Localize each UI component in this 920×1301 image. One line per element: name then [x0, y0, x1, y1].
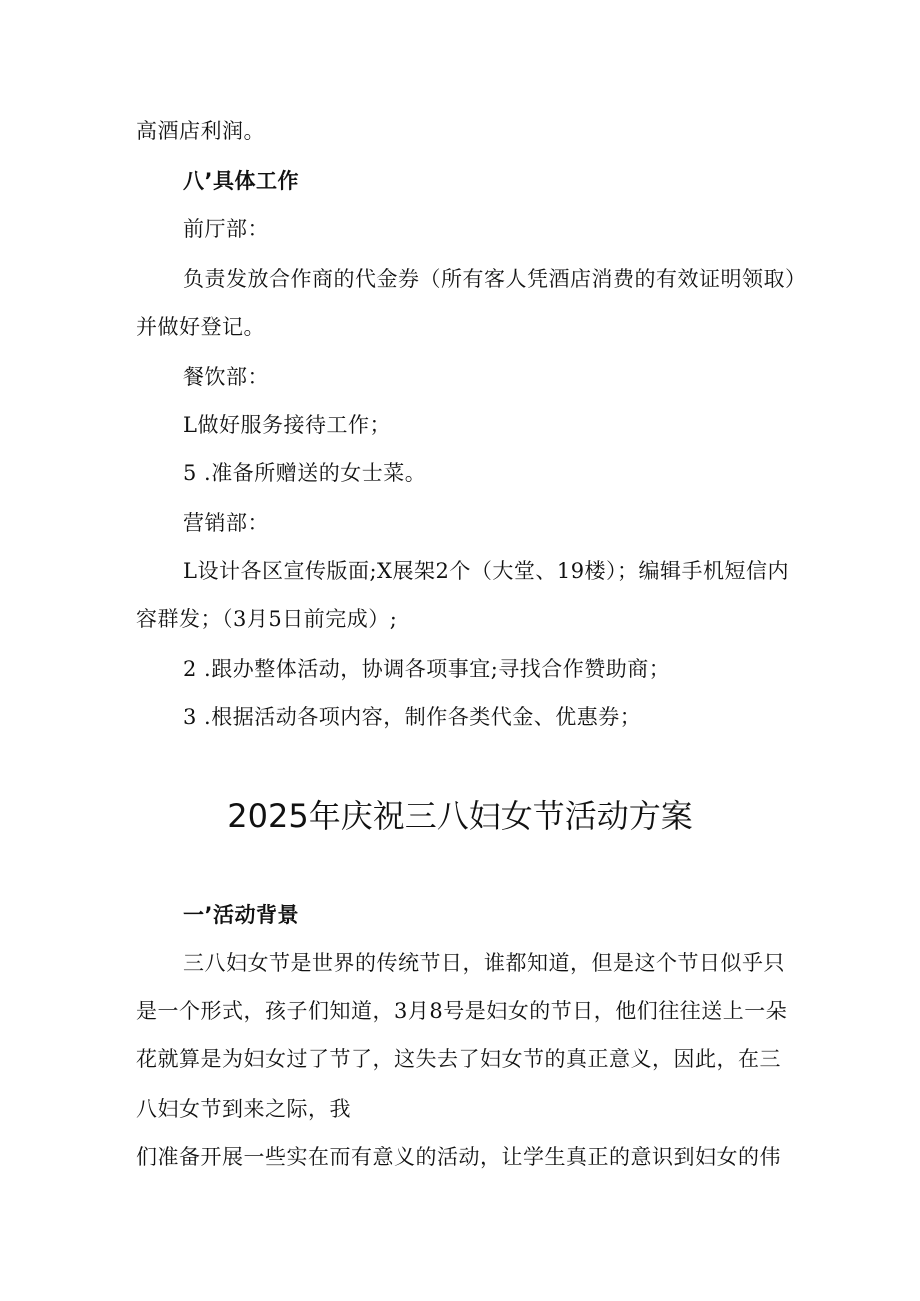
department-label: 餐饮部：: [183, 365, 269, 389]
paragraph-line: 八妇女节到来之际，我: [136, 1097, 351, 1121]
department-label: 前厅部：: [183, 217, 269, 241]
list-item: 5 .准备所赠送的女士菜。: [183, 461, 427, 485]
list-item: 2 .跟办整体活动，协调各项事宜;寻找合作赞助商；: [183, 657, 671, 681]
list-item: L做好服务接待工作；: [183, 413, 391, 437]
paragraph-line: 容群发；（3月5日前完成）;: [136, 607, 398, 631]
paragraph-line: 高酒店利润。: [136, 119, 265, 143]
paragraph-line: 们准备开展一些实在而有意义的活动，让学生真正的意识到妇女的伟: [136, 1145, 781, 1169]
paragraph-line: 是一个形式，孩子们知道，3月8号是妇女的节日，他们往往送上一朵: [136, 999, 788, 1023]
paragraph-line: 负责发放合作商的代金券（所有客人凭酒店消费的有效证明领取）: [183, 267, 807, 291]
paragraph-line: 花就算是为妇女过了节了，这失去了妇女节的真正意义，因此，在三: [136, 1047, 781, 1071]
section-heading: 一’活动背景: [183, 903, 299, 927]
list-item: 3 .根据活动各项内容，制作各类代金、优惠券；: [183, 705, 642, 729]
paragraph-line: 三八妇女节是世界的传统节日，谁都知道，但是这个节日似乎只: [183, 951, 785, 975]
document-title: 2025年庆祝三八妇女节活动方案: [227, 797, 693, 835]
section-heading: 八’具体工作: [183, 169, 299, 193]
list-item: L设计各区宣传版面;X展架2个（大堂、19楼）；编辑手机短信内: [183, 559, 790, 583]
paragraph-line: 并做好登记。: [136, 315, 265, 339]
department-label: 营销部：: [183, 511, 269, 535]
